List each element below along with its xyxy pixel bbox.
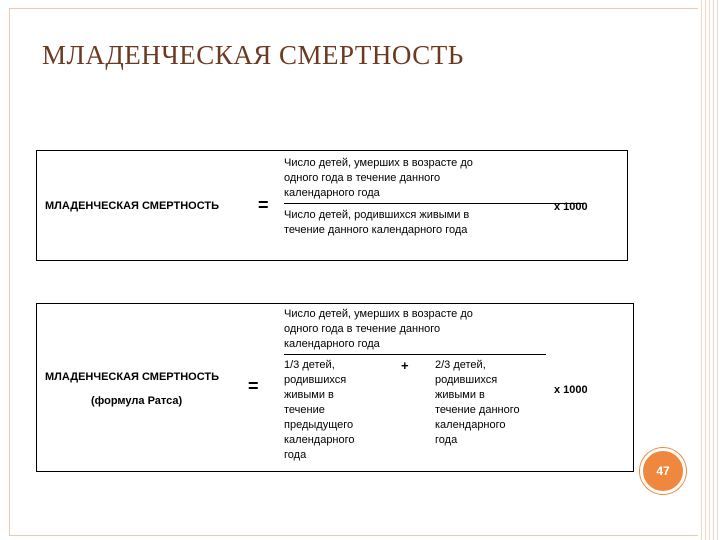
- formula-box-2: [36, 303, 634, 472]
- formula-1-numerator: Число детей, умерших в возрасте до одного года в течение данного календарного года: [284, 157, 473, 199]
- formula-1-equals: =: [258, 195, 269, 215]
- formula-1-fraction-line: [284, 203, 584, 204]
- formula-2-denominator-part1: 1/3 детей, родившихся живыми в течение предыдущего календарного года: [284, 359, 355, 461]
- formula-1-denominator: Число детей, родившихся живыми в течение данного календарного года: [284, 209, 470, 236]
- formula-2-label: МЛАДЕНЧЕСКАЯ СМЕРТНОСТЬ: [45, 371, 219, 383]
- page-number-badge: 47: [640, 448, 686, 494]
- slide-title: МЛАДЕНЧЕСКАЯ СМЕРТНОСТЬ: [42, 40, 464, 70]
- formula-1-multiplier: х 1000: [554, 201, 588, 213]
- formula-2-fraction-line: [284, 354, 546, 355]
- formula-1-label: МЛАДЕНЧЕСКАЯ СМЕРТНОСТЬ: [45, 200, 219, 212]
- formula-2-denominator-part2: 2/3 детей, родившихся живыми в течение данного календарного года: [435, 359, 520, 446]
- formula-2-equals: =: [248, 376, 259, 396]
- formula-2-multiplier: х 1000: [554, 384, 588, 396]
- formula-box-1: [36, 150, 628, 261]
- decorative-stripe: [698, 0, 720, 540]
- formula-2-numerator: Число детей, умерших в возрасте до одного года в течение данного календарного года: [284, 308, 473, 350]
- formula-2-sublabel: (формула Ратса): [91, 395, 183, 407]
- formula-2-plus: +: [401, 358, 409, 373]
